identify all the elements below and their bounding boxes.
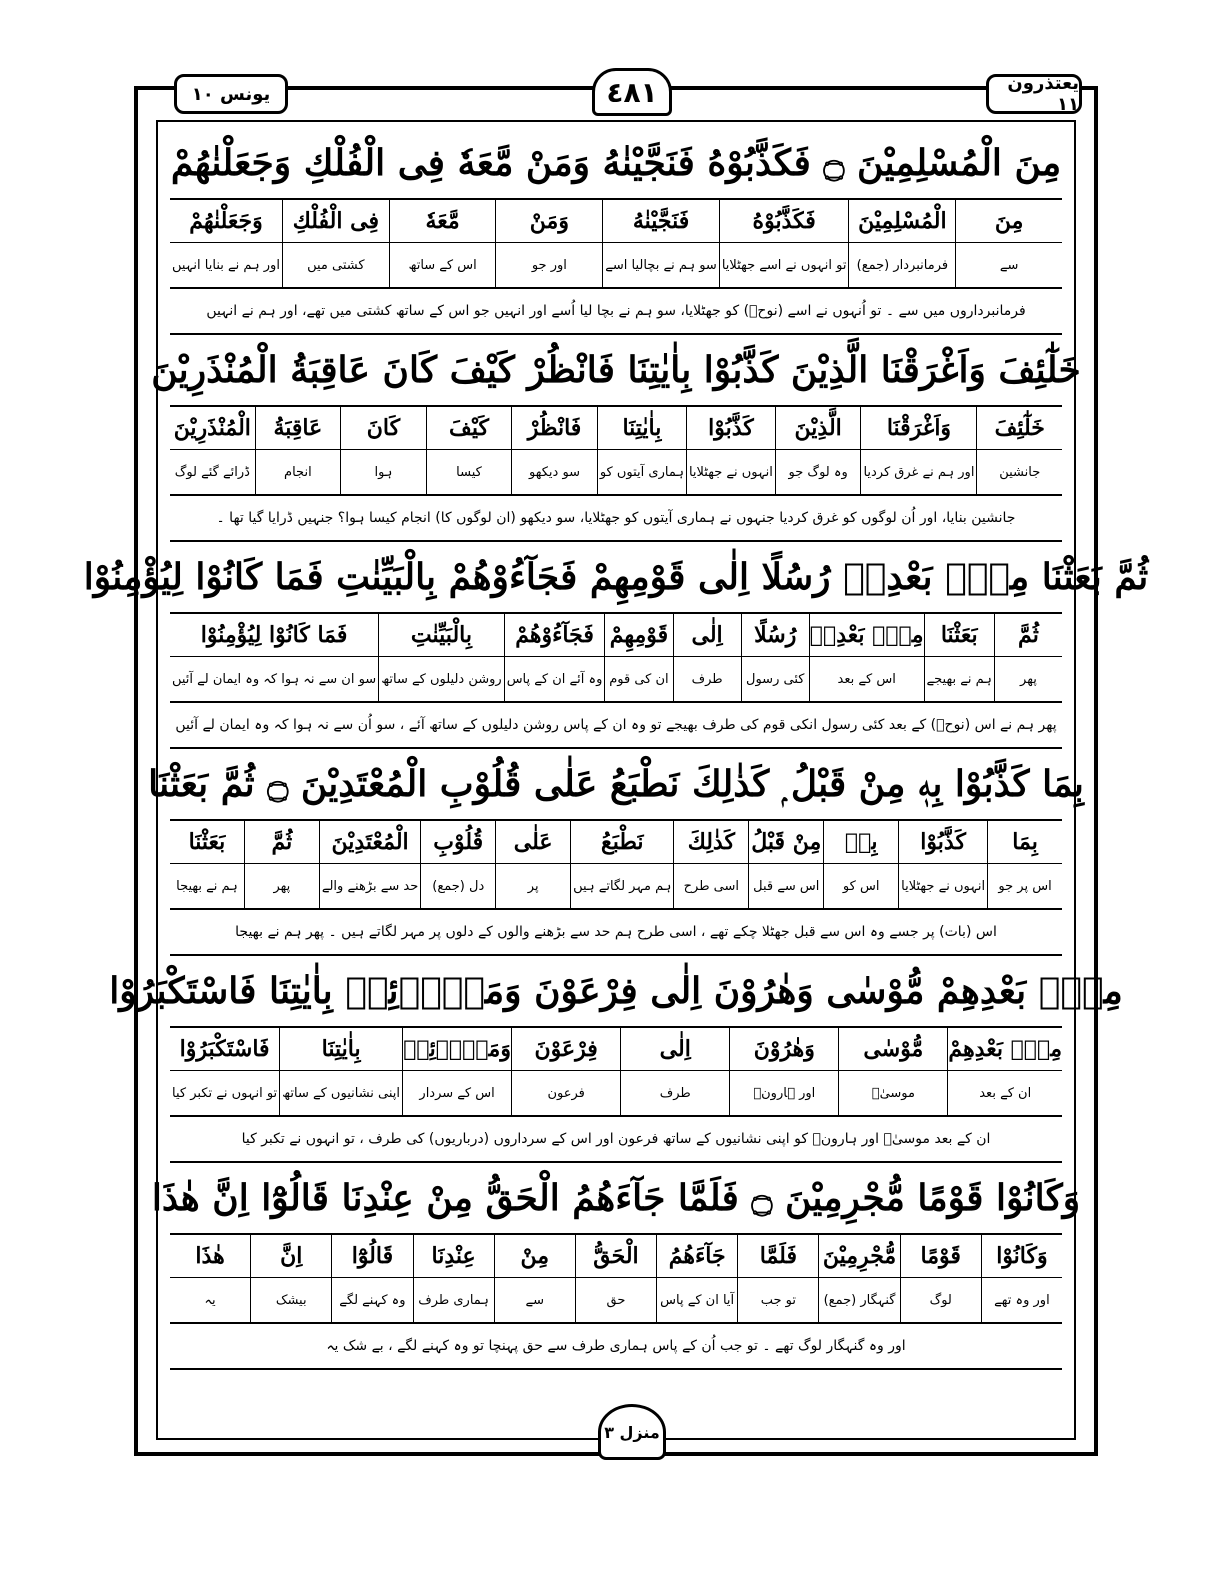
arabic-word: رُسُلًا [742,614,809,657]
arabic-word: ثُمَّ [245,821,319,864]
arabic-word: مِنْ قَبْلُ [749,821,823,864]
ayah-line: مِنْۢ بَعْدِهِمْ مُّوْسٰى وَهٰرُوْنَ اِلٰى فِرْعَوْنَ وَمَلَا۟ئِهٖ بِاٰيٰتِنَا فَاسْتَكْبَرُوْا [170,956,1062,1028]
urdu-meaning: اور جو [531,257,567,273]
word-cell [170,407,255,494]
word-cell [575,1235,656,1322]
urdu-meaning: موسیٰؑ [871,1085,915,1101]
arabic-word: مِنْۢ بَعْدِهِمْ [948,1028,1062,1071]
arabic-word: بِاٰيٰتِنَا [280,1028,402,1071]
ayah-line: خَلٰٓئِفَ وَاَغْرَقْنَا الَّذِيْنَ كَذَّبُوْا بِاٰيٰتِنَا فَانْظُرْ كَيْفَ كَانَ عَاقِبَةُ الْمُنْذَرِيْنَ [170,335,1062,407]
urdu-meaning: تو انہوں نے اسے جھٹلایا [721,257,847,273]
arabic-word: قَالُوْٓا [332,1235,412,1278]
word-cell [656,1235,737,1322]
arabic-word: قَوْمًا [901,1235,981,1278]
urdu-meaning: یہ [204,1292,216,1308]
urdu-meaning: اپنی نشانیوں کے ساتھ [282,1085,401,1101]
word-by-word-table [170,1235,1062,1324]
arabic-word: مِنْۢ بَعْدِهٖ [810,614,924,657]
arabic-word: خَلٰٓئِفَ [977,407,1062,450]
word-cell [495,821,570,908]
word-cell [402,1028,511,1115]
word-cell [775,407,861,494]
urdu-meaning: کشتی میں [307,257,365,273]
arabic-word: عِنْدِنَا [414,1235,494,1278]
word-cell [741,614,809,701]
word-by-word-table [170,1028,1062,1117]
word-cell [955,200,1062,287]
arabic-word: مِنَ [956,200,1062,243]
urdu-meaning: حق [606,1292,626,1308]
word-cell [809,614,924,701]
word-cell [620,1028,729,1115]
arabic-word: اِلٰى [621,1028,729,1071]
urdu-meaning: اسی طرح [683,878,740,894]
word-cell [426,407,512,494]
arabic-word: بِالْبَيِّنٰتِ [379,614,503,657]
arabic-word: نَطْبَعُ [571,821,673,864]
urdu-meaning: طرف [691,671,723,687]
arabic-word: بَعَثْنَا [170,821,244,864]
translation-line: فرمانبرداروں میں سے ۔ تو اُنہوں نے اسے (نوحؑ) کو جھٹلایا، سو ہم نے بچا لیا اُسے اور انہیں جو اس کے ساتھ کشتی میں تھے، اور ہم نے انہیں [170,289,1062,335]
word-cell [170,614,378,701]
word-cell [737,1235,818,1322]
ayah-line: وَكَانُوْا قَوْمًا مُّجْرِمِيْنَ ۝ فَلَمَّا جَآءَهُمُ الْحَقُّ مِنْ عِنْدِنَا قَالُوْٓا اِنَّ هٰذَا [170,1163,1062,1235]
word-by-word-table [170,407,1062,496]
urdu-meaning: ہماری طرف [418,1292,489,1308]
urdu-meaning: اس کے بعد [837,671,896,687]
arabic-word: مُّوْسٰى [839,1028,947,1071]
word-cell [170,1028,279,1115]
translation-line: ان کے بعد موسیٰؑ اور ہارونؑ کو اپنی نشانیوں کے ساتھ فرعون اور اس کے سرداروں (درباریوں) کی طرف ، تو انہوں نے تکبر کیا [170,1117,1062,1163]
arabic-word: وَاَغْرَقْنَا [861,407,976,450]
juz-name-label: يعتذرون ١١ [986,74,1082,114]
arabic-word: ثُمَّ [995,614,1062,657]
arabic-word: فَانْظُرْ [512,407,597,450]
urdu-meaning: وہ آئے ان کے پاس [506,671,603,687]
urdu-meaning: ہوا [374,464,393,480]
urdu-meaning: گنہگار (جمع) [823,1292,896,1308]
urdu-meaning: فرعون [547,1085,585,1101]
word-cell [848,200,955,287]
urdu-meaning: ہم نے بھیجا [176,878,238,894]
word-cell [331,1235,412,1322]
word-cell [319,821,420,908]
arabic-word: الَّذِيْنَ [776,407,861,450]
word-cell [604,614,672,701]
arabic-word: بِهٖ [824,821,898,864]
urdu-meaning: سے [525,1292,545,1308]
word-cell [504,614,605,701]
word-cell [823,821,898,908]
urdu-meaning: ڈرائے گئے لوگ [174,464,250,480]
word-cell [494,1235,575,1322]
word-cell [389,200,496,287]
urdu-meaning: اس سے قبل [753,878,820,894]
urdu-meaning: وہ لوگ جو [788,464,848,480]
arabic-word: وَكَانُوْا [982,1235,1062,1278]
arabic-word: هٰذَا [170,1235,250,1278]
arabic-word: بَعَثْنَا [925,614,994,657]
urdu-meaning: ان کے بعد [979,1085,1032,1101]
urdu-meaning: تو انہوں نے تکبر کیا [171,1085,278,1101]
word-cell [673,821,748,908]
arabic-word: فَاسْتَكْبَرُوْا [170,1028,279,1071]
urdu-meaning: طرف [659,1085,691,1101]
urdu-meaning: ہماری آیتوں کو [599,464,684,480]
urdu-meaning: جانشین [999,464,1041,480]
word-cell [900,1235,981,1322]
urdu-meaning: انجام [284,464,312,480]
word-cell [686,407,775,494]
arabic-word: مِنْ [495,1235,575,1278]
arabic-word: كَذَّبُوْا [899,821,987,864]
arabic-word: وَمَنْ [496,200,602,243]
urdu-meaning: تو جب [760,1292,796,1308]
word-cell [994,614,1062,701]
word-cell [495,200,602,287]
urdu-meaning: پھر [273,878,291,894]
word-cell [981,1235,1062,1322]
arabic-word: عَلٰى [496,821,570,864]
arabic-word: بِاٰيٰتِنَا [598,407,686,450]
urdu-meaning: کئی رسول [746,671,805,687]
arabic-word: كَيْفَ [427,407,512,450]
urdu-meaning: پر [527,878,539,894]
arabic-word: فَلَمَّا [738,1235,818,1278]
urdu-meaning: آیا ان کے پاس [660,1292,735,1308]
word-cell [420,821,495,908]
arabic-word: فَنَجَّيْنٰهُ [603,200,719,243]
urdu-meaning: کیسا [456,464,482,480]
urdu-meaning: سے [999,257,1019,273]
word-cell [170,200,282,287]
word-cell [729,1028,838,1115]
arabic-word: قَوْمِهِمْ [605,614,672,657]
urdu-meaning: اور وہ تھے [994,1292,1050,1308]
word-cell [976,407,1062,494]
page-number: ٤٨١ [592,68,672,116]
arabic-word: فِرْعَوْنَ [512,1028,620,1071]
ayah-line: مِنَ الْمُسْلِمِيْنَ ۝ فَكَذَّبُوْهُ فَنَجَّيْنٰهُ وَمَنْ مَّعَهٗ فِى الْفُلْكِ وَجَعَلْنٰهُمْ [170,128,1062,200]
urdu-meaning: حد سے بڑھنے والے [321,878,419,894]
urdu-meaning: اور ہم نے غرق کردیا [863,464,975,480]
translation-line: جانشین بنایا، اور اُن لوگوں کو غرق کردیا جنہوں نے ہماری آیتوں کو جھٹلایا، سو دیکھو (ان لوگوں کا) انجام کیسا ہوا؟ جنہیں ڈرایا گیا تھا ۔ [170,496,1062,542]
urdu-meaning: اور ہارونؑ [753,1085,816,1101]
arabic-word: مَّعَهٗ [390,200,496,243]
word-cell [279,1028,402,1115]
urdu-meaning: اس کو [842,878,880,894]
urdu-meaning: انہوں نے جھٹلایا [688,464,773,480]
arabic-word: قُلُوْبِ [421,821,495,864]
urdu-meaning: سو دیکھو [529,464,581,480]
urdu-meaning: پھر [1020,671,1037,687]
word-by-word-table [170,200,1062,289]
arabic-word: بِمَا [988,821,1062,864]
word-cell [818,1235,899,1322]
translation-line: اور وہ گنہگار لوگ تھے ۔ تو جب اُن کے پاس ہماری طرف سے حق پہنچا تو وہ کہنے لگے ، بے شک یہ [170,1324,1062,1370]
arabic-word: فِى الْفُلْكِ [283,200,389,243]
page-content [83,128,1149,1370]
urdu-meaning: اور ہم نے بنایا انہیں [172,257,280,273]
surah-name-label: يونس ١٠ [174,74,288,114]
manzil-marker: منزل ٣ [598,1404,666,1460]
word-cell [511,407,597,494]
urdu-meaning: اس کے ساتھ [408,257,477,273]
arabic-word: اِنَّ [251,1235,331,1278]
word-cell [838,1028,947,1115]
urdu-meaning: سو ہم نے بچالیا اسے [605,257,717,273]
word-cell [602,200,719,287]
ayah-line: ثُمَّ بَعَثْنَا مِنْۢ بَعْدِهٖ رُسُلًا اِلٰى قَوْمِهِمْ فَجَآءُوْهُمْ بِالْبَيِّنٰتِ فَمَا كَانُوْا لِيُؤْمِنُوْا [170,542,1062,614]
ayah-line: بِمَا كَذَّبُوْا بِهٖ مِنْ قَبْلُ ۭ كَذٰلِكَ نَطْبَعُ عَلٰى قُلُوْبِ الْمُعْتَدِيْنَ ۝ ثُمَّ بَعَثْنَا [170,749,1062,821]
arabic-word: وَهٰرُوْنَ [730,1028,838,1071]
word-cell [282,200,389,287]
word-cell [250,1235,331,1322]
urdu-meaning: اس پر جو [998,878,1052,894]
urdu-meaning: انہوں نے جھٹلایا [901,878,986,894]
urdu-meaning: فرمانبردار (جمع) [856,257,949,273]
urdu-meaning: ہم نے بھیجے [926,671,992,687]
arabic-word: اِلٰى [674,614,741,657]
word-cell [170,821,244,908]
arabic-word: عَاقِبَةُ [256,407,341,450]
urdu-meaning: سو ان سے نہ ہوا کہ وہ ایمان لے آئیں [171,671,377,687]
translation-line: پھر ہم نے اس (نوحؑ) کے بعد کئی رسول انکی قوم کی طرف بھیجے تو وہ ان کے پاس روشن دلیلوں کے ساتھ آئے ، سو اُن سے نہ ہوا کہ وہ ایمان لے آئیں [170,703,1062,749]
arabic-word: الْحَقُّ [576,1235,656,1278]
arabic-word: الْمُعْتَدِيْنَ [320,821,420,864]
word-cell [924,614,994,701]
arabic-word: فَكَذَّبُوْهُ [720,200,849,243]
word-cell [987,821,1062,908]
arabic-word: فَجَآءُوْهُمْ [505,614,605,657]
word-cell [570,821,673,908]
word-by-word-table [170,821,1062,910]
word-cell [597,407,686,494]
urdu-meaning: دل (جمع) [432,878,485,894]
word-cell [170,1235,250,1322]
word-cell [947,1028,1062,1115]
word-cell [340,407,426,494]
arabic-word: كَذَّبُوْا [687,407,775,450]
arabic-word: كَانَ [341,407,426,450]
word-by-word-table [170,614,1062,703]
urdu-meaning: ہم مہر لگاتے ہیں [573,878,672,894]
word-cell [244,821,319,908]
translation-line: اس (بات) پر جسے وہ اس سے قبل جھٹلا چکے تھے ، اسی طرح ہم حد سے بڑھنے والوں کے دلوں پر مہر لگاتے ہیں ۔ پھر ہم نے بھیجا [170,910,1062,956]
word-cell [255,407,341,494]
word-cell [719,200,849,287]
arabic-word: وَجَعَلْنٰهُمْ [170,200,282,243]
urdu-meaning: لوگ [929,1292,952,1308]
word-cell [378,614,503,701]
arabic-word: جَآءَهُمُ [657,1235,737,1278]
urdu-meaning: اس کے سردار [419,1085,495,1101]
word-cell [511,1028,620,1115]
urdu-meaning: بیشک [275,1292,307,1308]
word-cell [673,614,741,701]
urdu-meaning: روشن دلیلوں کے ساتھ [381,671,502,687]
arabic-word: وَمَلَا۟ئِهٖ [403,1028,511,1071]
word-cell [860,407,976,494]
arabic-word: الْمُنْذَرِيْنَ [170,407,255,450]
arabic-word: فَمَا كَانُوْا لِيُؤْمِنُوْا [170,614,378,657]
word-cell [413,1235,494,1322]
urdu-meaning: وہ کہنے لگے [339,1292,406,1308]
arabic-word: الْمُسْلِمِيْنَ [849,200,955,243]
arabic-word: مُّجْرِمِيْنَ [819,1235,899,1278]
word-cell [898,821,987,908]
word-cell [748,821,823,908]
urdu-meaning: ان کی قوم [609,671,669,687]
arabic-word: كَذٰلِكَ [674,821,748,864]
